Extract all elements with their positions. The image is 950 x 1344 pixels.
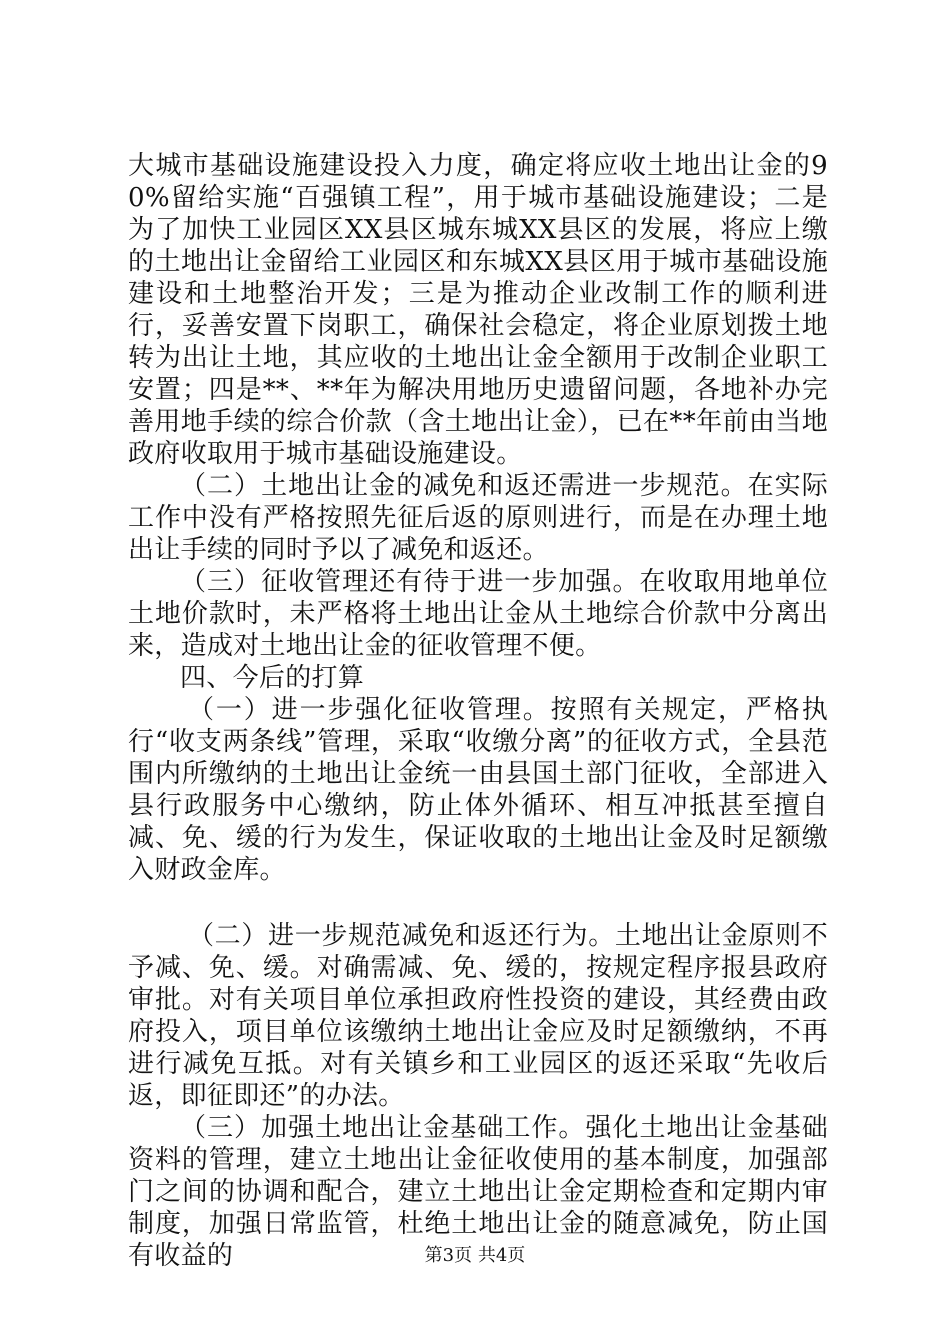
page-footer [0,1244,950,1268]
page-number: 第3页 共4页 [424,1245,526,1266]
paragraph-issue-2: （二）土地出让金的减免和返还需进一步规范。在实际工作中没有严格按照先征后返的原则进行，而是在办理土地出让手续的同时予以了减免和返还。 [128,471,828,565]
paragraph-plan-3: （三）加强土地出让金基础工作。强化土地出让金基础资料的管理，建立土地出让金征收使用的基本制度，加强部门之间的协调和配合，建立土地出让金定期检查和定期内审制度，加强日常监管，杜绝土地出让金的随意减免，防止国有收益的 [128,1113,828,1271]
paragraph-plan-2: （二）进一步规范减免和返还行为。土地出让金原则不予减、免、缓。对确需减、免、缓的，按规定程序报县政府审批。对有关项目单位承担政府性投资的建设，其经费由政府投入，项目单位该缴纳土地出让金应及时足额缴纳，不再进行减免互抵。对有关镇乡和工业园区的返还采取“先收后返，即征即还”的办法。 [128,921,828,1111]
paragraph-plan-1: （一）进一步强化征收管理。按照有关规定，严格执行“收支两条线”管理，采取“收缴分离”的征收方式，全县范围内所缴纳的土地出让金统一由县国土部门征收，全部进入县行政服务中心缴纳，防止体外循环、相互冲抵甚至擅自减、免、缓的行为发生，保证收取的土地出让金及时足额缴入财政金库。 [128,695,828,885]
document-body [128,150,828,1272]
paragraph-continuation: 大城市基础设施建设投入力度，确定将应收土地出让金的90%留给实施“百强镇工程”，用于城市基础设施建设；二是为了加快工业园区XX县区城东城XX县区的发展，将应上缴的土地出让金留给工业园区和东城XX县区用于城市基础设施建设和土地整治开发；三是为推动企业改制工作的顺利进行，妥善安置下岗职工，确保社会稳定，将企业原划拨土地转为出让土地，其应收的土地出让金全额用于改制企业职工安置；四是**、**年为解决用地历史遗留问题，各地补办完善用地手续的综合价款（含土地出让金），已在**年前由当地政府收取用于城市基础设施建设。 [128,151,828,469]
section-heading-plans: 四、今后的打算 [180,663,365,693]
paragraph-issue-3: （三）征收管理还有待于进一步加强。在收取用地单位土地价款时，未严格将土地出让金从土地综合价款中分离出来，造成对土地出让金的征收管理不便。 [128,567,828,661]
